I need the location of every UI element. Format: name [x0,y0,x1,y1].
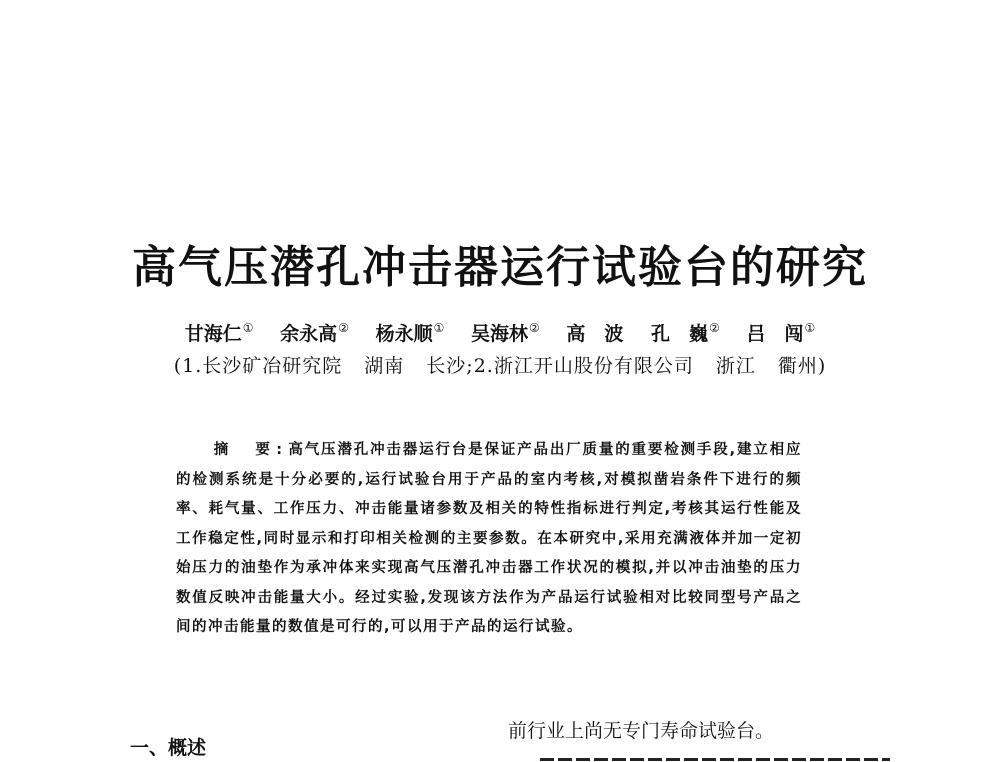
paper-title: 高气压潜孔冲击器运行试验台的研究 [132,242,868,293]
author: 甘海仁① [184,321,254,345]
author: 吕 闯① [746,321,816,345]
author: 吴海林② [470,321,540,345]
author-list [0,314,1000,348]
right-column-text: 前行业上尚无专门寿命试验台。 [508,720,775,742]
author: 高 波 [566,323,624,345]
abstract-label: 摘 要: [213,442,289,458]
author: 杨永顺① [375,321,445,345]
abstract [176,436,802,643]
author: 余永高② [280,321,349,345]
section-heading: 一、概述 [130,737,207,759]
author: 孔 巍② [651,321,720,345]
affiliation: (1.长沙矿冶研究院 湖南 长沙;2.浙江开山股份有限公司 浙江 衢州) [173,355,827,377]
abstract-text: 高气压潜孔冲击器运行台是保证产品出厂质量的重要检测手段,建立相应的检测系统是十分必要的,运行试验台用于产品的室内考核,对模拟凿岩条件下进行的频率、耗气量、工作压力、冲击能量诸参数及相关的特性指标进行判定,考核其运行性能及工作稳定性,同时显示和打印相关检测的主要参数。在本研究中,采用充满液体并加一定初始压力的油垫作为承冲体来实现高气压潜孔冲击器工作状况的模拟,并以冲击油垫的压力数值反映冲击能量大小。经过实验,发现该方法作为产品运行试验相对比较同型号产品之间的冲击能量的数值是可行的,可以用于产品的运行试验。 [176,442,802,635]
